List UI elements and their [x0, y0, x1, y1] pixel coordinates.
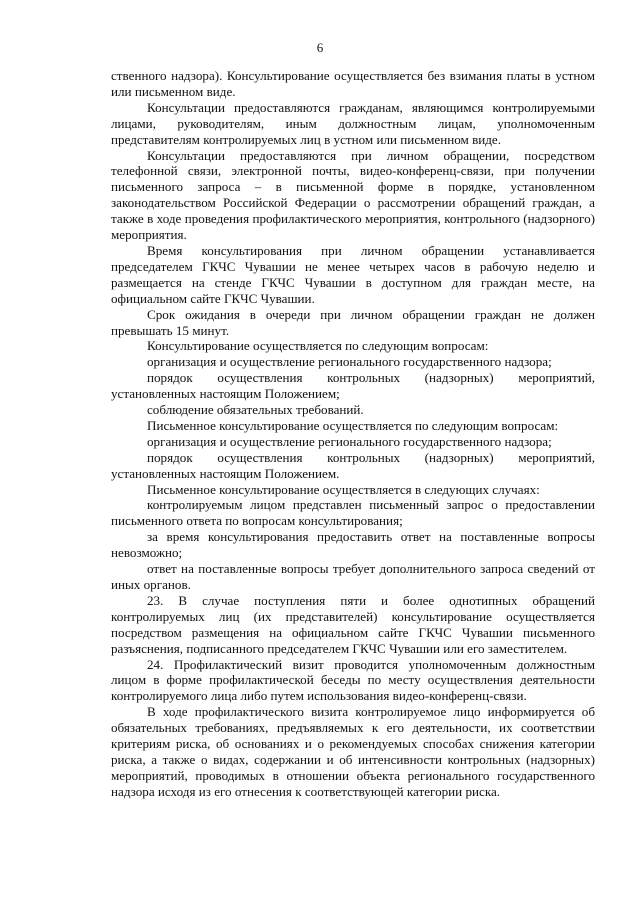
- paragraph-consultation-methods: Консультации предоставляются при личном обращении, посредством телефонной связи, электронной почты, видео-конференц-связи, при получении письменного запроса – в письменной форме в порядке, установленном законодательством Российской Федерации о рассмотрении обращений граждан, а также в ходе проведения профилактического мероприятия, контрольного (надзорного) мероприятия.: [111, 147, 595, 243]
- list-item-written-case: ответ на поставленные вопросы требует дополнительного запроса сведений от иных органов.: [111, 561, 595, 592]
- paragraph-consultation-recipients: Консультации предоставляются гражданам, являющимся контролируемыми лицами, руководителям, иным должностным лицам, уполномоченным представителям контролируемых лиц в устном или письменном виде.: [111, 99, 595, 147]
- paragraph-consultation-topics-heading: Консультирование осуществляется по следующим вопросам:: [147, 338, 489, 354]
- list-item-written-topic: порядок осуществления контрольных (надзорных) мероприятий, установленных настоящим Положением.: [111, 449, 595, 481]
- paragraph-section-23: 23. В случае поступления пяти и более однотипных обращений контролируемых лиц (их представителей) консультирование осуществляется посредством размещения на официальном сайте ГКЧС Чувашии письменного разъяснения, подписанного председателем ГКЧС Чувашии или его заместителем.: [111, 592, 595, 656]
- list-item-written-case: контролируемым лицом представлен письменный запрос о предоставлении письменного ответа по вопросам консультирования;: [111, 497, 595, 529]
- paragraph-written-topics-heading: Письменное консультирование осуществляется по следующим вопросам:: [147, 417, 559, 433]
- paragraph-written-cases-heading: Письменное консультирование осуществляется в следующих случаях:: [147, 481, 540, 497]
- paragraph-waiting-time: Срок ожидания в очереди при личном обращении граждан не должен превышать 15 минут.: [111, 306, 595, 338]
- list-item-topic: порядок осуществления контрольных (надзорных) мероприятий, установленных настоящим Положением;: [111, 370, 595, 402]
- list-item-topic: соблюдение обязательных требований.: [147, 402, 364, 418]
- list-item-topic: организация и осуществление регионального государственного надзора;: [147, 354, 552, 370]
- list-item-written-case: за время консультирования предоставить ответ на поставленные вопросы невозможно;: [111, 529, 595, 561]
- page-number: 6: [316, 40, 324, 55]
- document-body: [111, 68, 595, 800]
- paragraph-continuation: ственного надзора). Консультирование осуществляется без взимания платы в устном или письменном виде.: [111, 68, 595, 99]
- list-item-written-topic: организация и осуществление регионального государственного надзора;: [147, 433, 552, 449]
- paragraph-consultation-time: Время консультирования при личном обращении устанавливается председателем ГКЧС Чувашии не менее четырех часов в рабочую неделю и размещается на стенде ГКЧС Чувашии в доступном для граждан месте, на официальном сайте ГКЧС Чувашии.: [111, 242, 595, 306]
- paragraph-section-24: 24. Профилактический визит проводится уполномоченным должностным лицом в форме профилактической беседы по месту осуществления деятельности контролируемого лица либо путем использования видео-конференц-связи.: [111, 656, 595, 704]
- paragraph-preventive-visit: В ходе профилактического визита контролируемое лицо информируется об обязательных требованиях, предъявляемых к его деятельности, их соответствии критериям риска, об основаниях и о рекомендуемых способах снижения категории риска, а также о видах, содержании и об интенсивности контрольных (надзорных) мероприятий, проводимых в отношении объекта регионального государственного надзора исходя из его отнесения к соответствующей категории риска.: [111, 704, 595, 799]
